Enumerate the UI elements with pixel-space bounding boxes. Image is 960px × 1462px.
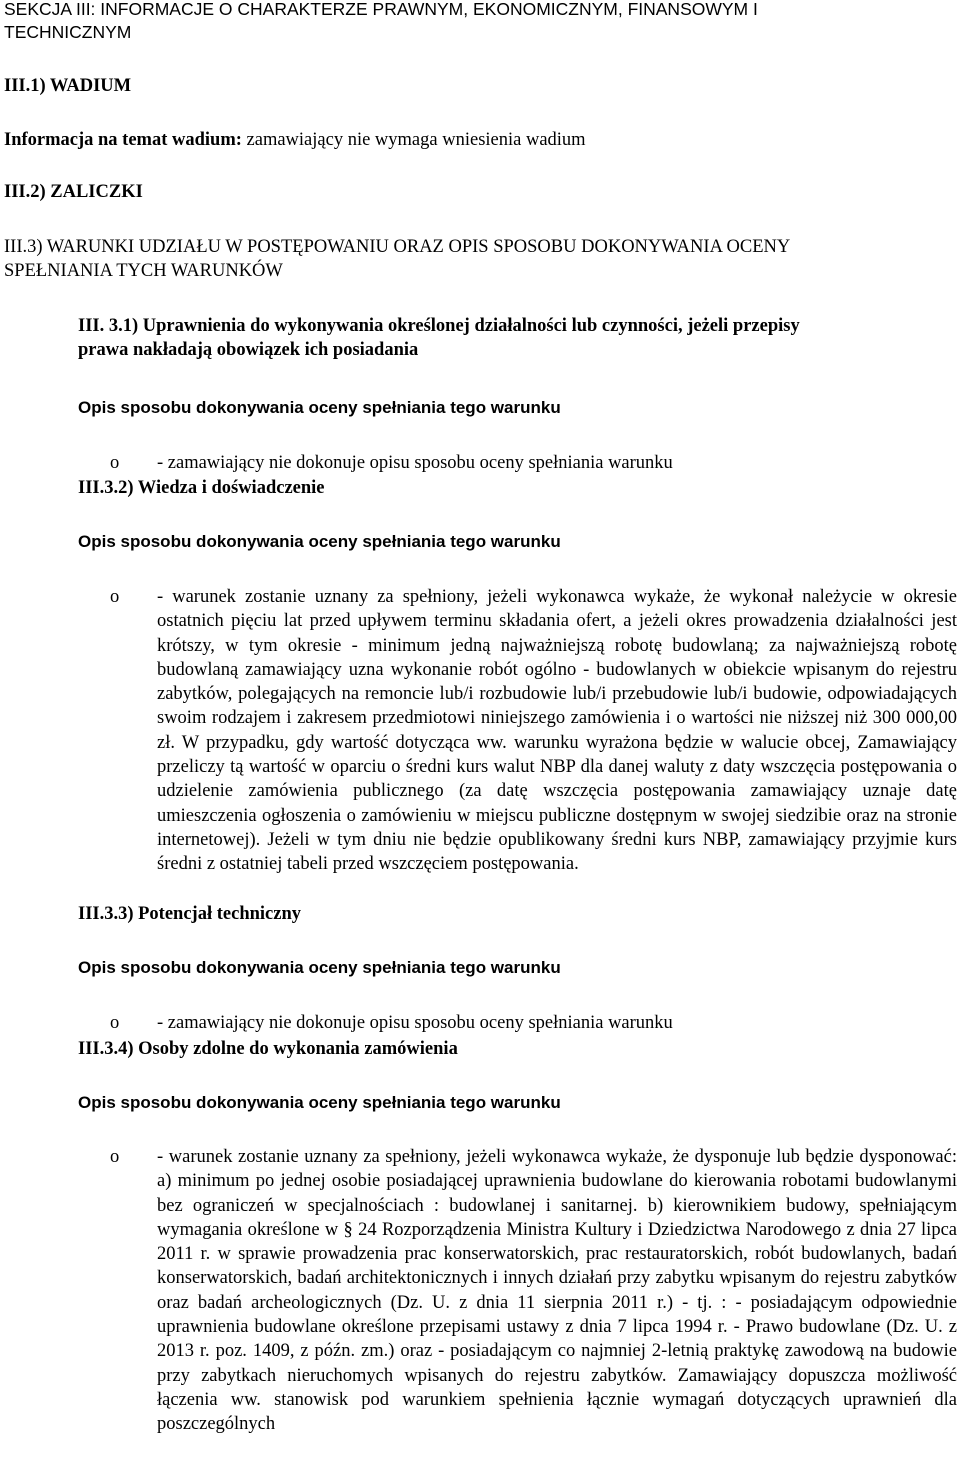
warunki-heading-line-1: III.3) WARUNKI UDZIAŁU W POSTĘPOWANIU ORAZ OPIS SPOSOBU DOKONYWANIA OCENY [4,237,791,257]
s334-bullet: o [110,1147,120,1167]
s334-item: - warunek zostanie uznany za spełniony, jeżeli wykonawca wykaże, że dysponuje lub będzie dysponować: a) minimum po jednej osobie posiadającej uprawnienia budowlane do kierowania robotami budowlanymi bez ograniczeń w specjalnościach : budowlanej i sanitarnej. b) kierownikiem budowy, spełniającym wymagania określone w § 24 Rozporządzenia Ministra Kultury i Dziedzictwa Narodowego z dnia 27 lipca 2011 r. w sprawie prowadzenia prac konserwatorskich, prac restauratorskich, robót budowlanych, badań konserwatorskich, badań architektonicznych i innych działań przy zabytku wpisanym do rejestru zabytków oraz badań archeologicznych (Dz. U. z dnia 11 sierpnia 2011 r.) - tj. : - posiadającym odpowiednie uprawnienia budowlane określone przepisami ustawy z dnia 7 lipca 1994 r. - Prawo budowlane (Dz. U. z 2013 r. poz. 1409, z późn. zm.) oraz - posiadającym co najmniej 2-letnią praktykę zawodową na budowie przy zabytkach nieruchomych wpisanych do rejestru zabytków. Zamawiający dopuszcza możliwość łączenia ww. stanowisk pod warunkiem spełnienia łącznie wymagań dotyczących uprawnień dla poszczególnych [157,1147,957,1435]
s331-opis-label: Opis sposobu dokonywania oceny spełniania tego warunku [78,398,561,417]
s332-opis-label: Opis sposobu dokonywania oceny spełniania tego warunku [78,532,561,551]
section-title-line-2: TECHNICZNYM [4,22,132,42]
s332-bullet: o [110,587,120,607]
wadium-label: Informacja na temat wadium: [4,130,242,150]
wadium-text: zamawiający nie wymaga wniesienia wadium [241,130,586,150]
s331-heading-line-1: III. 3.1) Uprawnienia do wykonywania określonej działalności lub czynności, jeżeli przepisy [78,316,800,336]
s332-item: - warunek zostanie uznany za spełniony, jeżeli wykonawca wykaże, że wykonał należycie w okresie ostatnich pięciu lat przed upływem terminu składania ofert, a jeżeli okres prowadzenia działalności jest krótszy, w tym okresie - minimum jedną najważniejszą robotę budowlaną; za najważniejszą robotę budowlaną zamawiający uzna wykonanie robót ogólno - budowlanych w obiekcie wpisanym do rejestru zabytków, polegających na remoncie lub/i rozbudowie lub/i przebudowie lub/i budowie, odpowiadających swoim rodzajem i zakresem przedmiotowi niniejszego zamówienia i o wartości nie niższej niż 300 000,00 zł. W przypadku, gdy wartość dotycząca ww. warunku wyrażona będzie w walucie obcej, Zamawiający przeliczy tą wartość w oparciu o średni kurs walut NBP dla danej waluty z daty wszczęcia postępowania o udzielenie zamówienia publicznego (za datę wszczęcia postępowania zamawiający uznaje datę umieszczenia ogłoszenia o zamówieniu w miejscu publiczne dostępnym w swojej siedzibie oraz na stronie internetowej). Jeżeli w tym dniu nie będzie opublikowany średni kurs NBP, zamawiający przyjmie kurs średni z ostatniej tabeli przed wszczęciem postępowania. [157,587,957,875]
s331-bullet: o [110,453,120,473]
s334-opis-label: Opis sposobu dokonywania oceny spełniania tego warunku [78,1093,561,1112]
s332-heading: III.3.2) Wiedza i doświadczenie [78,478,325,498]
wadium-info [4,128,586,152]
s333-opis-label: Opis sposobu dokonywania oceny spełniania tego warunku [78,958,561,977]
wadium-heading: III.1) WADIUM [4,76,132,96]
s333-item: - zamawiający nie dokonuje opisu sposobu oceny spełniania warunku [157,1013,673,1033]
s331-heading-line-2: prawa nakładają obowiązek ich posiadania [78,340,419,360]
section-title-line-1: SEKCJA III: INFORMACJE O CHARAKTERZE PRAWNYM, EKONOMICZNYM, FINANSOWYM I [4,0,758,19]
warunki-heading-line-2: SPEŁNIANIA TYCH WARUNKÓW [4,261,283,281]
zaliczki-heading: III.2) ZALICZKI [4,182,143,202]
s334-heading: III.3.4) Osoby zdolne do wykonania zamówienia [78,1039,458,1059]
s333-heading: III.3.3) Potencjał techniczny [78,904,301,924]
s333-bullet: o [110,1013,120,1033]
s331-item: - zamawiający nie dokonuje opisu sposobu oceny spełniania warunku [157,453,673,473]
